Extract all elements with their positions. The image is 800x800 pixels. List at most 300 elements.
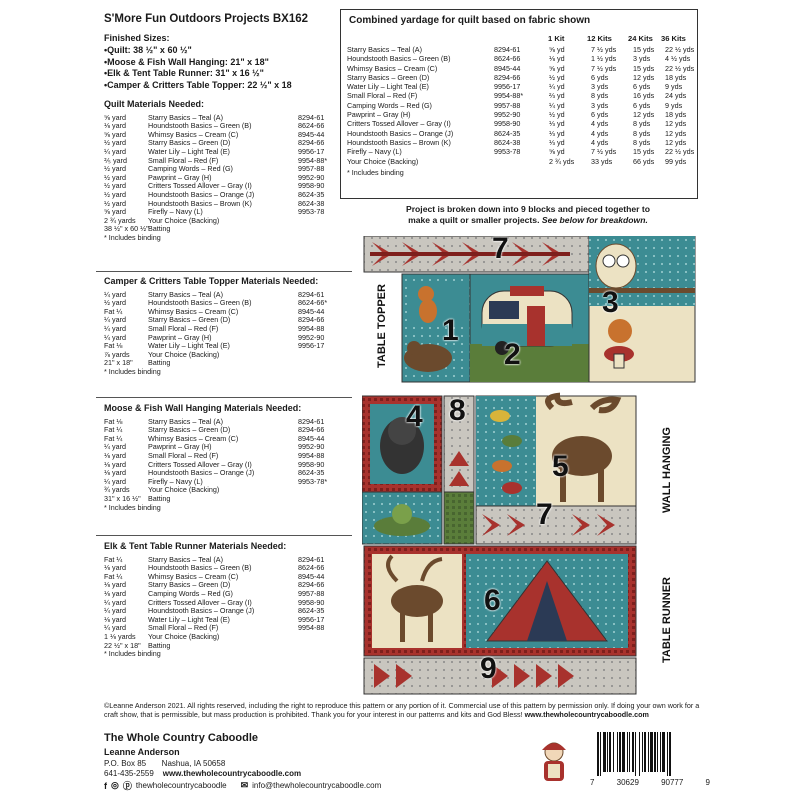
material-code: 9956-17	[298, 146, 325, 156]
section-heading: Moose & Fish Wall Hanging Materials Needed:	[104, 403, 302, 413]
company-logo	[534, 736, 574, 788]
material-name: Houndstooth Basics – Green (B)	[148, 563, 252, 573]
material-name: Houndstooth Basics – Brown (K)	[148, 198, 252, 208]
page-title: S'More Fun Outdoors Projects BX162	[104, 13, 309, 25]
material-code: 9956-17	[298, 614, 325, 624]
material-name: Whimsy Basics – Cream (C)	[148, 306, 239, 316]
qty-36kits: 18 yds	[665, 110, 687, 120]
topper-materials-section	[104, 277, 348, 377]
qty-24kits: 6 yds	[633, 82, 651, 92]
material-qty: ⅛ yard	[104, 450, 126, 460]
barcode-bar	[632, 732, 634, 772]
material-code: 8945-44	[298, 306, 325, 316]
barcode-bar	[657, 732, 658, 772]
material-code: 8294-66	[298, 315, 325, 325]
material-name: Camping Words – Red (G)	[148, 164, 233, 174]
finished-size-item: • Camper & Critters Table Topper: 22 ½" x 18	[104, 80, 292, 92]
material-name: Water Lily – Light Teal (E)	[148, 341, 230, 351]
barcode-bar	[619, 732, 621, 772]
yardage-row	[347, 82, 695, 91]
block-number: 7	[536, 498, 553, 531]
material-code	[298, 633, 348, 642]
city: Nashua, IA 50658	[161, 759, 226, 768]
material-name: Small Floral – Red (F)	[148, 155, 219, 165]
barcode-bar	[607, 732, 608, 772]
material-code: 9954-88	[298, 623, 325, 633]
fabric-name: Camping Words – Red (G)	[347, 100, 432, 110]
phone: 641-435-2559	[104, 768, 154, 778]
caption-line-1: Project is broken down into 9 blocks and pieced together to	[405, 204, 650, 214]
material-qty: Fat ¼	[104, 554, 123, 564]
binding-note: * Includes binding	[104, 502, 161, 512]
qty-1kit: ½ yd	[549, 72, 565, 82]
section-heading: Quilt Materials Needed:	[104, 99, 205, 109]
material-qty: ½ yard	[104, 189, 126, 199]
fabric-name: Pawprint – Gray (H)	[347, 110, 411, 120]
fabric-name: Small Floral – Red (F)	[347, 91, 418, 101]
qty-36kits: 4 ½ yds	[665, 54, 691, 64]
barcode-bar	[662, 732, 665, 772]
combined-yardage-box	[340, 9, 698, 199]
barcode-bar	[613, 732, 614, 772]
material-code: 9954-88*	[298, 155, 328, 165]
barcode-bar	[627, 732, 628, 772]
yardage-note: * Includes binding	[347, 167, 404, 177]
qty-12kits: 6 yds	[591, 72, 609, 82]
block-1-critters	[402, 274, 470, 382]
block-2-camper	[470, 274, 589, 382]
qty-24kits: 8 yds	[633, 119, 651, 129]
material-qty: ½ yard	[104, 138, 126, 148]
fabric-name: Starry Basics – Green (D)	[347, 72, 430, 82]
fabric-code	[494, 157, 549, 166]
qty-24kits: 15 yds	[633, 45, 655, 54]
material-qty: ⅝ yard	[104, 129, 126, 139]
material-name: Critters Tossed Allover – Gray (I)	[148, 181, 252, 191]
material-code	[298, 642, 348, 651]
yardage-row	[347, 147, 695, 156]
finished-size-item: • Elk & Tent Table Runner: 31" x 16 ½"	[104, 68, 292, 80]
barcode-bar	[609, 732, 611, 772]
block-number: 5	[552, 450, 569, 483]
qty-12kits: 8 yds	[591, 91, 609, 101]
fabric-name: Starry Basics – Teal (A)	[347, 45, 422, 54]
barcode-bar	[622, 732, 625, 772]
barcode-bar	[600, 732, 601, 776]
material-code: 9954-88	[298, 450, 325, 460]
fabric-name: Your Choice (Backing)	[347, 156, 419, 166]
wall-hanging-label: WALL HANGING	[661, 427, 673, 513]
barcode-bar	[603, 732, 606, 772]
blocks-caption	[362, 204, 694, 226]
material-code	[298, 225, 348, 234]
material-code: 9952-90	[298, 332, 325, 342]
block-7-top	[364, 236, 589, 272]
wall-materials-section	[104, 404, 348, 512]
material-name: Pawprint – Gray (H)	[148, 332, 212, 342]
block-number: 1	[442, 314, 459, 347]
material-qty: 31" x 16 ½"	[104, 493, 141, 503]
qty-36kits: 22 ½ yds	[665, 63, 695, 73]
qty-12kits: 3 yds	[591, 82, 609, 92]
runner-materials-section	[104, 542, 348, 659]
material-qty: ¾ yards	[104, 485, 130, 495]
table-topper-label: TABLE TOPPER	[376, 284, 388, 368]
finished-sizes-heading: Finished Sizes:	[104, 33, 170, 43]
yardage-heading: Combined yardage for quilt based on fabric shown	[349, 15, 591, 26]
social-handle[interactable]: thewholecountrycaboodle	[135, 781, 227, 790]
qty-36kits: 9 yds	[665, 100, 683, 110]
qty-1kit: ⅓ yd	[549, 119, 565, 129]
barcode-bar	[617, 732, 618, 772]
material-name: Your Choice (Backing)	[148, 215, 220, 225]
material-name: Small Floral – Red (F)	[148, 323, 219, 333]
material-name: Batting	[148, 358, 171, 368]
qty-12kits: 3 yds	[591, 100, 609, 110]
qty-36kits: 18 yds	[665, 72, 687, 82]
qty-1kit: ⅝ yd	[549, 63, 565, 73]
yardage-table	[347, 45, 695, 177]
material-qty: 1 ⅛ yards	[104, 631, 136, 641]
qty-1kit: ⅔ yd	[549, 91, 565, 101]
material-qty: Fat ⅛	[104, 341, 123, 351]
material-name: Batting	[148, 493, 171, 503]
caption-line-2: make a quilt or smaller projects.	[408, 215, 540, 225]
fabric-code: 9958-90	[494, 119, 521, 129]
material-code: 8624-66*	[298, 298, 328, 308]
material-qty: 21" x 18"	[104, 358, 133, 368]
block-number: 9	[480, 652, 497, 685]
instagram-icon[interactable]: ◎	[111, 780, 119, 790]
material-qty: Fat ¼	[104, 425, 123, 435]
qty-24kits: 3 yds	[633, 54, 651, 64]
yardage-row	[347, 110, 695, 119]
material-code: 9958-90	[298, 181, 325, 191]
qty-24kits: 15 yds	[633, 147, 655, 157]
material-name: Your Choice (Backing)	[148, 631, 220, 641]
material-name: Whimsy Basics – Cream (C)	[148, 129, 239, 139]
material-qty: ½ yard	[104, 164, 126, 174]
qty-24kits: 8 yds	[633, 137, 651, 147]
finished-size-item: • Moose & Fish Wall Hanging: 21" x 18"	[104, 57, 292, 69]
material-row	[104, 624, 348, 633]
material-qty: Fat ¼	[104, 571, 123, 581]
binding-note: * Includes binding	[104, 366, 161, 376]
finished-sizes-list	[104, 45, 292, 91]
material-name: Firefly – Navy (L)	[148, 476, 203, 486]
material-qty: ⅖ yard	[104, 155, 127, 165]
fabric-code: 9957-88	[494, 100, 521, 110]
barcode-bar	[635, 732, 636, 776]
material-code: 9958-90	[298, 459, 325, 469]
block-number: 8	[449, 394, 466, 427]
material-qty: ⅛ yard	[104, 588, 126, 598]
material-name: Starry Basics – Green (D)	[148, 425, 231, 435]
material-code: 9958-90	[298, 597, 325, 607]
owner-name: Leanne Anderson	[104, 747, 180, 757]
qty-24kits: 8 yds	[633, 128, 651, 138]
qty-24kits: 6 yds	[633, 100, 651, 110]
qty-12kits: 33 yds	[591, 156, 613, 166]
material-code: 8624-35	[298, 189, 325, 199]
material-code: 9954-88	[298, 323, 325, 333]
material-qty: ¼ yard	[104, 315, 126, 325]
material-name: Houndstooth Basics – Orange (J)	[148, 606, 255, 616]
material-name: Starry Basics – Teal (A)	[148, 112, 223, 122]
table-runner-label: TABLE RUNNER	[661, 577, 673, 663]
block-number: 2	[504, 338, 521, 371]
social-row	[104, 779, 381, 792]
barcode-bar	[644, 732, 646, 772]
material-code: 8294-61	[298, 554, 325, 564]
material-qty: 38 ½" x 60 ½"	[104, 224, 149, 234]
col-header-24kits: 24 Kits	[628, 34, 653, 43]
material-name: Water Lily – Light Teal (E)	[148, 146, 230, 156]
email-link[interactable]: info@thewholecountrycaboodle.com	[252, 781, 382, 790]
qty-12kits: 7 ½ yds	[591, 147, 617, 157]
qty-36kits: 22 ½ yds	[665, 147, 695, 157]
material-code: 8945-44	[298, 433, 325, 443]
material-qty: 22 ½" x 18"	[104, 640, 141, 650]
qty-24kits: 12 yds	[633, 72, 655, 82]
fabric-name: Firefly – Navy (L)	[347, 147, 402, 157]
material-qty: ⅛ yard	[104, 580, 126, 590]
material-qty: ⅛ yard	[104, 614, 126, 624]
qty-12kits: 7 ½ yds	[591, 63, 617, 73]
fabric-name: Whimsy Basics – Cream (C)	[347, 63, 438, 73]
section-heading: Camper & Critters Table Topper Materials Needed:	[104, 276, 319, 286]
yardage-row	[347, 64, 695, 73]
material-name: Firefly – Navy (L)	[148, 207, 203, 217]
material-code: 8294-66	[298, 580, 325, 590]
qty-12kits: 6 yds	[591, 110, 609, 120]
material-code: 8294-66	[298, 425, 325, 435]
copyright-text: ©Leanne Anderson 2021. All rights reserved, including the right to reproduce this pattern or any portion of it. Commercial use of this pattern by permission only. If doing your own work for a craft show, that is permissible, but mass production is prohibited. Thank you for your interest in our patterns and kits and God Bless!	[104, 701, 700, 720]
material-qty: Fat ¼	[104, 306, 123, 316]
qty-12kits: 1 ½ yds	[591, 54, 617, 64]
fabric-code: 8294-66	[494, 72, 521, 82]
material-name: Your Choice (Backing)	[148, 485, 220, 495]
material-name: Starry Basics – Green (D)	[148, 315, 231, 325]
qty-1kit: 2 ¾ yds	[549, 156, 575, 166]
qty-12kits: 4 yds	[591, 128, 609, 138]
material-qty: Fat ¼	[104, 433, 123, 443]
material-name: Starry Basics – Teal (A)	[148, 554, 223, 564]
material-qty: ½ yard	[104, 298, 126, 308]
material-name: Water Lily – Light Teal (E)	[148, 614, 230, 624]
po-box: P.O. Box 85	[104, 759, 147, 768]
qty-36kits: 12 yds	[665, 119, 687, 129]
material-name: Batting	[148, 224, 171, 234]
block-4-bear	[362, 396, 442, 492]
qty-1kit: ⅝ yd	[549, 45, 565, 54]
yardage-row	[347, 91, 695, 100]
material-qty: ⅛ yard	[104, 459, 126, 469]
finished-size-item: • Quilt: 38 ½" x 60 ½"	[104, 45, 292, 57]
material-qty: ¼ yard	[104, 332, 126, 342]
pinterest-icon[interactable]: ⓟ	[122, 781, 132, 791]
qty-36kits: 22 ½ yds	[665, 45, 695, 54]
material-code: 9957-88	[298, 164, 325, 174]
qty-36kits: 99 yds	[665, 156, 687, 166]
barcode-bar	[650, 732, 653, 772]
qty-36kits: 9 yds	[665, 82, 683, 92]
yardage-row	[347, 73, 695, 82]
material-name: Houndstooth Basics – Green (B)	[148, 121, 252, 131]
material-name: Houndstooth Basics – Green (B)	[148, 298, 252, 308]
caption-italic: See below for breakdown.	[541, 215, 648, 225]
barcode-digit: 7	[590, 778, 595, 787]
fabric-name: Houndstooth Basics – Green (B)	[347, 54, 451, 64]
material-qty: ¼ yard	[104, 146, 126, 156]
material-qty: ¼ yard	[104, 597, 126, 607]
material-name: Starry Basics – Teal (A)	[148, 289, 223, 299]
qty-1kit: ½ yd	[549, 110, 565, 120]
yardage-row	[347, 119, 695, 128]
barcode-bar	[639, 732, 640, 776]
qty-1kit: ¼ yd	[549, 82, 565, 92]
block-4-frog	[362, 492, 442, 544]
company-name: The Whole Country Caboodle	[104, 732, 258, 744]
qty-1kit: ⅓ yd	[549, 128, 565, 138]
material-row	[104, 342, 348, 351]
material-code: 8624-66	[298, 563, 325, 573]
material-code: 8624-35	[298, 468, 325, 478]
upc-barcode	[595, 732, 705, 776]
material-qty: ¼ yard	[104, 442, 126, 452]
material-qty: 2 ¾ yards	[104, 215, 136, 225]
material-code: 9953-78	[298, 207, 325, 217]
material-qty: ¼ yard	[104, 606, 126, 616]
barcode-bar	[660, 732, 661, 772]
qty-12kits: 7 ½ yds	[591, 45, 617, 54]
material-code: 8294-61	[298, 416, 325, 426]
qty-1kit: ⅛ yd	[549, 54, 565, 64]
material-qty: ⅛ yard	[104, 468, 126, 478]
section-divider	[96, 271, 352, 272]
material-code: 9952-90	[298, 442, 325, 452]
material-code: 8624-66	[298, 121, 325, 131]
material-name: Batting	[148, 640, 171, 650]
material-name: Camping Words – Red (G)	[148, 588, 233, 598]
material-name: Critters Tossed Allover – Gray (I)	[148, 459, 252, 469]
barcode-digit: 90777	[661, 778, 684, 787]
fabric-code: 8624-35	[494, 128, 521, 138]
material-qty: ½ yard	[104, 172, 126, 182]
barcode-digits	[590, 778, 710, 787]
fabric-name: Critters Tossed Allover – Gray (I)	[347, 119, 451, 129]
material-code	[298, 217, 348, 226]
qty-36kits: 12 yds	[665, 128, 687, 138]
material-name: Houndstooth Basics – Orange (J)	[148, 189, 255, 199]
material-row	[104, 351, 348, 360]
material-qty: ⅝ yard	[104, 112, 126, 122]
yardage-row	[347, 138, 695, 147]
block-7-middle	[476, 506, 636, 544]
block-number: 7	[492, 232, 509, 265]
material-code	[298, 359, 348, 368]
material-qty: ½ yard	[104, 181, 126, 191]
material-qty: ⅞ yards	[104, 349, 130, 359]
material-code: 9953-78*	[298, 476, 328, 486]
block-9-strip	[364, 658, 636, 694]
material-row	[104, 208, 348, 217]
fabric-code: 9953-78	[494, 147, 521, 157]
col-header-36kits: 36 Kits	[661, 34, 686, 43]
material-code	[298, 495, 348, 504]
fabric-code: 8624-66	[494, 54, 521, 64]
copyright-url[interactable]: www.thewholecountrycaboodle.com	[524, 710, 649, 720]
material-qty: ¼ yard	[104, 623, 126, 633]
material-qty: Fat ⅛	[104, 416, 123, 426]
barcode-bar	[642, 732, 643, 772]
quilt-block-diagram	[362, 232, 698, 696]
material-qty: ¼ yard	[104, 476, 126, 486]
yardage-row	[347, 129, 695, 138]
material-qty: ⅛ yard	[104, 563, 126, 573]
fabric-code: 9954-88*	[494, 91, 524, 101]
fabric-name: Water Lily – Light Teal (E)	[347, 82, 429, 92]
material-code: 8945-44	[298, 571, 325, 581]
email-icon: ✉	[240, 780, 249, 790]
barcode-bar	[669, 732, 671, 776]
material-code: 8294-61	[298, 112, 325, 122]
barcode-bar	[648, 732, 649, 772]
fabric-code: 9952-90	[494, 110, 521, 120]
material-name: Whimsy Basics – Cream (C)	[148, 433, 239, 443]
website-link[interactable]: www.thewholecountrycaboodle.com	[162, 768, 302, 778]
facebook-icon[interactable]: f	[104, 780, 107, 791]
material-qty: ¼ yard	[104, 289, 126, 299]
qty-24kits: 16 yds	[633, 91, 655, 101]
yardage-row	[347, 101, 695, 110]
yardage-row	[347, 54, 695, 63]
fabric-code: 8624-38	[494, 137, 521, 147]
material-code: 8294-61	[298, 289, 325, 299]
fabric-name: Houndstooth Basics – Orange (J)	[347, 128, 454, 138]
qty-24kits: 15 yds	[633, 63, 655, 73]
material-name: Starry Basics – Green (D)	[148, 138, 231, 148]
material-code: 8294-66	[298, 138, 325, 148]
fabric-code: 8294-61	[494, 45, 521, 54]
material-name: Your Choice (Backing)	[148, 349, 220, 359]
binding-note: * Includes binding	[104, 232, 161, 242]
barcode-bar	[629, 732, 630, 772]
material-name: Starry Basics – Green (D)	[148, 580, 231, 590]
barcode-digit: 9	[705, 778, 710, 787]
yardage-row	[347, 157, 695, 166]
material-code: 9952-90	[298, 172, 325, 182]
material-code: 8624-38	[298, 198, 325, 208]
material-name: Whimsy Basics – Cream (C)	[148, 571, 239, 581]
material-code: 8624-35	[298, 606, 325, 616]
material-name: Pawprint – Gray (H)	[148, 442, 212, 452]
section-heading: Elk & Tent Table Runner Materials Needed:	[104, 541, 287, 551]
material-code	[298, 351, 348, 360]
material-qty: ⅝ yard	[104, 207, 126, 217]
qty-24kits: 66 yds	[633, 156, 655, 166]
qty-1kit: ⅝ yd	[549, 147, 565, 157]
material-code: 9957-88	[298, 588, 325, 598]
section-divider	[96, 397, 352, 398]
qty-12kits: 4 yds	[591, 137, 609, 147]
qty-24kits: 12 yds	[633, 110, 655, 120]
qty-36kits: 24 yds	[665, 91, 687, 101]
material-code	[298, 486, 348, 495]
barcode-bar	[654, 732, 656, 772]
barcode-bar	[597, 732, 599, 776]
block-number: 4	[406, 400, 423, 433]
